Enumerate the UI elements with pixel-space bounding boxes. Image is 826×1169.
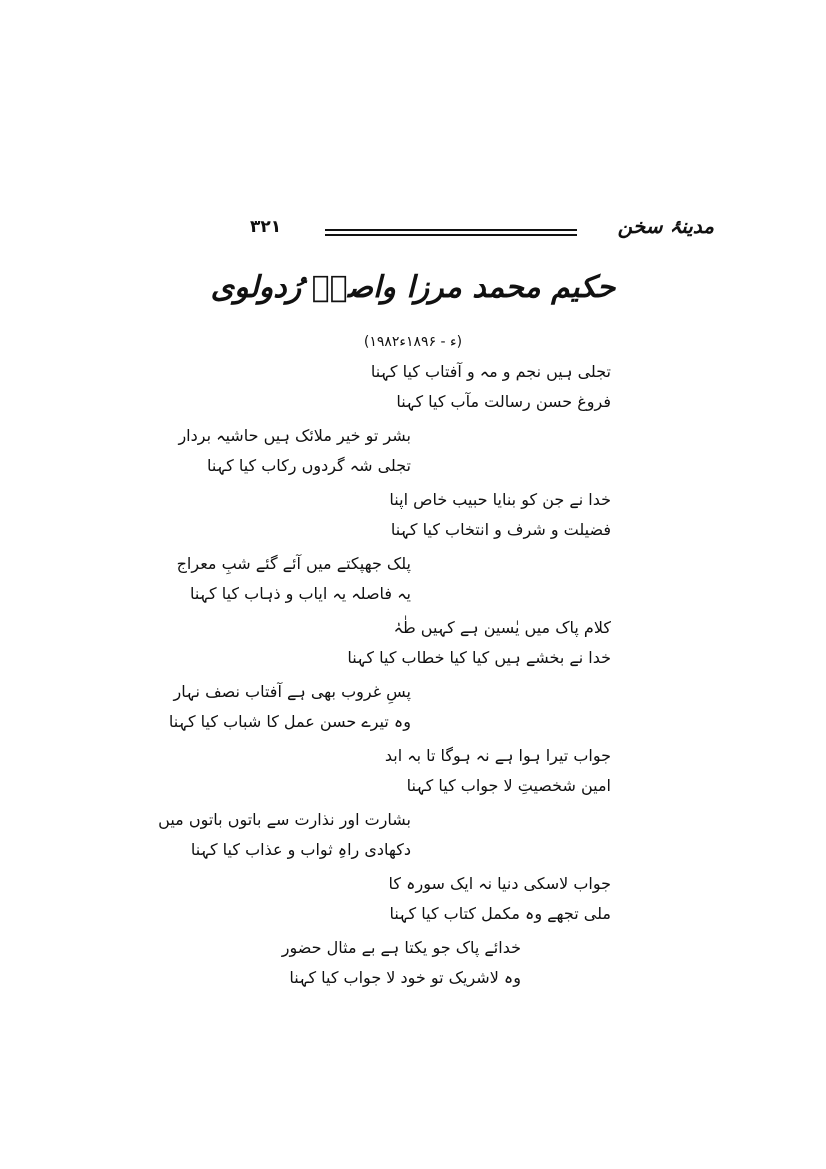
verse-line: خدا نے جن کو بنایا حبیب خاص اپنا: [389, 490, 611, 509]
running-head-title: مدینۂ سخن: [617, 214, 714, 238]
verse-line: جواب لاسکی دنیا نہ ایک سورہ کا: [388, 874, 611, 893]
verse-line: خدائے پاک جو یکتا ہے بے مثال حضور: [281, 938, 521, 957]
header-rule-top: [325, 229, 577, 231]
header-rule-bottom: [325, 234, 577, 236]
verse-line: کلام پاک میں یٰسین ہے کہیں طٰہٰ: [393, 618, 611, 637]
verse-line: دکھادی راہِ ثواب و عذاب کیا کہنا: [190, 840, 411, 859]
poem-title: حکیم محمد مرزا واصفؔ رُدولوی: [210, 270, 616, 305]
verse-line: پسِ غروب بھی ہے آفتاب نصف نہار: [173, 682, 411, 701]
verse-line: فضیلت و شرف و انتخاب کیا کہنا: [390, 520, 611, 539]
verse-line: امین شخصیتِ لا جواب کیا کہنا: [406, 776, 611, 795]
verse-line: ملی تجھے وہ مکمل کتاب کیا کہنا: [389, 904, 611, 923]
verse-line: وہ لاشریک تو خود لا جواب کیا کہنا: [289, 968, 521, 987]
page-number: ۳۲۱: [250, 217, 282, 237]
poet-dates: (۱۹۸۲ء - ۱۸۹۶ء): [363, 334, 463, 350]
verse-line: تجلی ہیں نجم و مہ و آفتاب کیا کہنا: [370, 362, 611, 381]
verse-line: بشارت اور نذارت سے باتوں باتوں میں: [158, 810, 411, 829]
verse-line: پلک جھپکتے میں آئے گئے شبِ معراج: [176, 554, 411, 573]
verse-line: فروغ حسن رسالت مآب کیا کہنا: [396, 392, 611, 411]
verse-line: یہ فاصلہ یہ ایاب و ذہاب کیا کہنا: [189, 584, 411, 603]
verse-line: تجلی شہ گردوں رکاب کیا کہنا: [207, 456, 411, 475]
verse-line: خدا نے بخشے ہیں کیا کیا خطاب کیا کہنا: [347, 648, 611, 667]
verse-line: بشر تو خیر ملائک ہیں حاشیہ بردار: [178, 426, 411, 445]
verse-line: جواب تیرا ہوا ہے نہ ہوگا تا بہ ابد: [384, 746, 611, 765]
verse-line: وہ تیرے حسن عمل کا شباب کیا کہنا: [168, 712, 411, 731]
